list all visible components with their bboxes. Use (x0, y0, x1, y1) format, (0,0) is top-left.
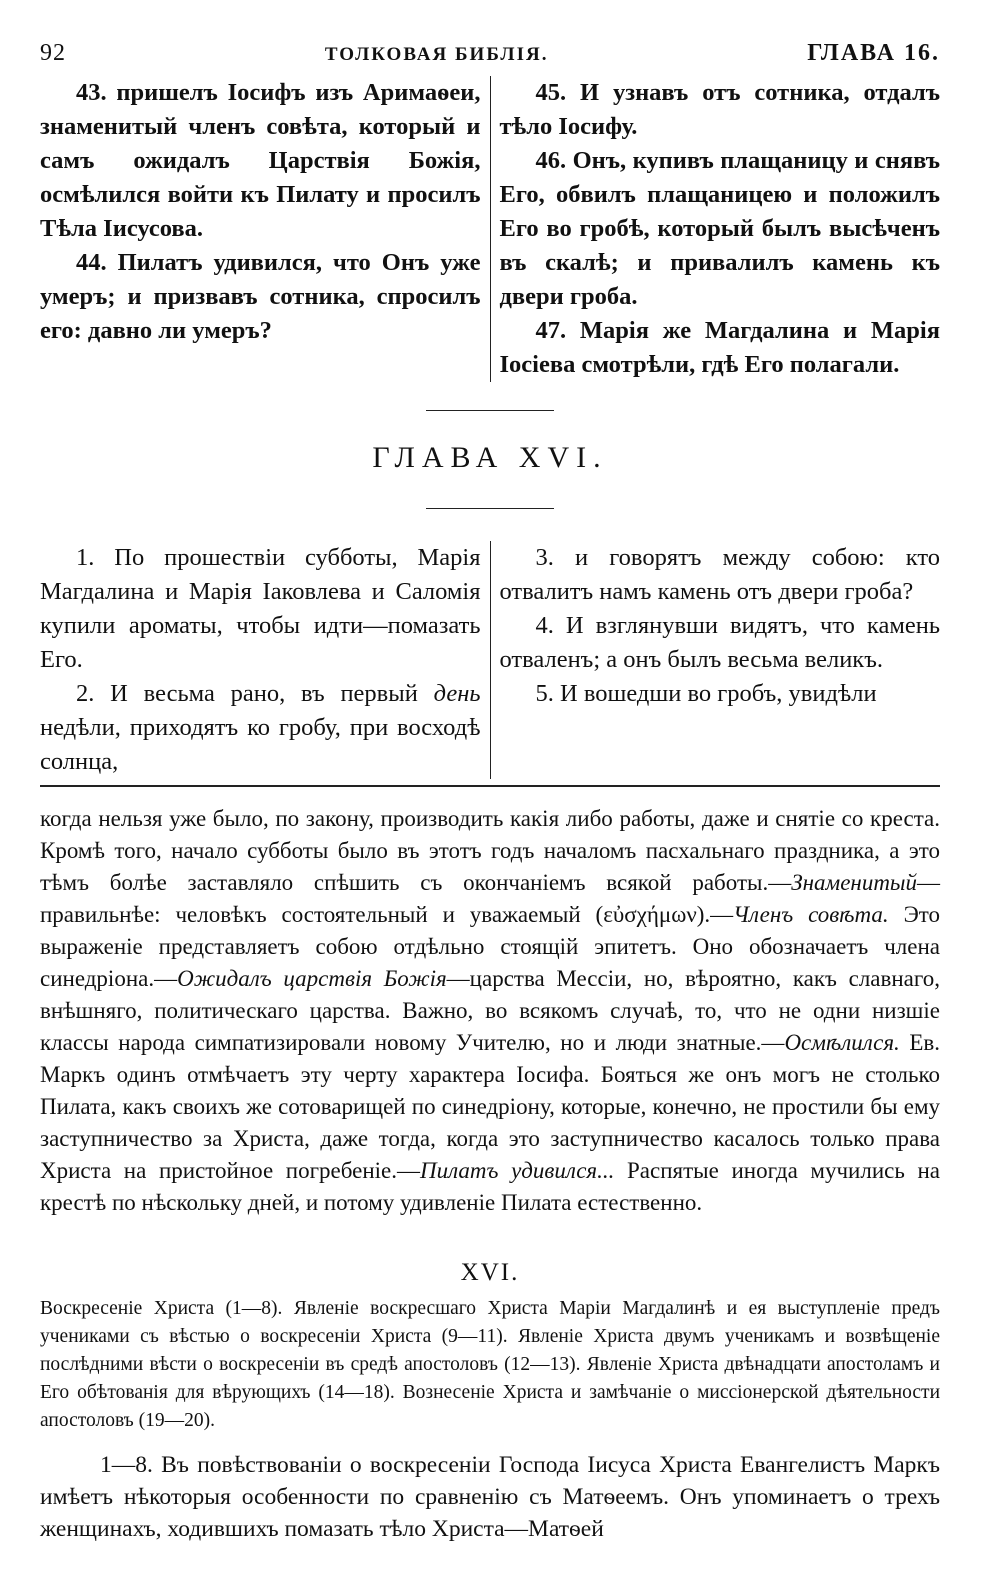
chapter-heading: ГЛАВА XVI. (372, 441, 608, 474)
verse-4: 4. И взглянувши видятъ, что камень отваленъ; а онъ былъ весьма великъ. (499, 612, 940, 673)
commentary-text: —правильнѣе: человѣкъ состоятельный и уважаемый (εὐσχήμων).— (40, 870, 940, 927)
text-commentary-separator (40, 785, 940, 787)
divider-rule (426, 410, 554, 411)
right-column (491, 541, 941, 779)
page (40, 40, 940, 1545)
chapter15-verses (40, 76, 940, 382)
section-number: XVI. (460, 1259, 520, 1286)
commentary (40, 803, 940, 1219)
verse-45: 45. И узнавъ отъ сотника, отдалъ тѣло Іосифу. (499, 79, 940, 140)
commentary-text: Ев. Маркъ одинъ отмѣчаетъ эту черту характера Іосифа. Бояться же онъ могъ не столько Пилата, какъ своихъ же сотоварищей по синедріону, которые, конечно, не простили бы ему заступничество за Христа, даже тогда, когда это заступничество касалось только права Христа на пристойное погребеніе.— (40, 1030, 940, 1183)
commentary-italic: Осмѣлился. (784, 1030, 900, 1055)
left-column (40, 541, 491, 779)
verse-47: 47. Марія же Магдалина и Марія Іосіева смотрѣли, гдѣ Его полагали. (499, 317, 940, 378)
verse-2 (40, 677, 481, 779)
running-chapter: ГЛАВА 16. (807, 40, 940, 66)
right-column (491, 76, 941, 382)
divider-rule (426, 508, 554, 509)
section-summary (40, 1295, 940, 1435)
commentary-text: —царства Мессіи, но, вѣроятно, какъ славнаго, внѣшняго, политическаго царства. Важно, во всякомъ случаѣ, то, что не одни низшіе классы народа симпатизировали новому Учителю, но и люди знатные.— (40, 966, 940, 1055)
verse-2-text: 2. И весьма рано, въ первый (76, 680, 434, 707)
commentary-text: когда нельзя уже было, по закону, производить какія либо работы, даже и снятіе со креста. Кромѣ того, начало субботы было въ этотъ годъ началомъ пасхальнаго праздника, а это тѣмъ болѣе заставляло спѣшить съ окончаніемъ всякой работы.— (40, 806, 940, 895)
verse-5: 5. И вошедши во гробъ, увидѣли (535, 680, 877, 707)
book-title: ТОЛКОВАЯ БИБЛІЯ. (324, 44, 549, 65)
commentary-text: Распятые иногда мучились на крестѣ по нѣскольку дней, и потому удивленіе Пилата естественно. (40, 1158, 940, 1215)
verse-43: 43. пришелъ Іосифъ изъ Аримаѳеи, знаменитый членъ совѣта, который и самъ ожидалъ Царствія Божія, осмѣлился войти къ Пилату и просилъ Тѣла Іисусова. (40, 79, 481, 242)
verse-1: 1. По прошествіи субботы, Марія Магдалина и Марія Іаковлева и Саломія купили ароматы, чтобы идти—помазать Его. (40, 544, 481, 673)
commentary-italic: Знаменитый (791, 870, 917, 895)
page-number: 92 (40, 40, 66, 66)
verse-3: 3. и говорятъ между собою: кто отвалитъ намъ камень отъ двери гроба? (499, 544, 940, 605)
commentary-paragraph (40, 803, 940, 1219)
commentary-text: Это выраженіе представляетъ собою отдѣльно стоящій эпитетъ. Оно обозначаетъ члена синедріона.— (40, 902, 940, 991)
summary-text: Воскресеніе Христа (1—8). Явленіе воскресшаго Христа Маріи Магдалинѣ и ея выступленіе предъ учениками съ вѣстью о воскресеніи Христа (9—11). Явленіе Христа двумъ ученикамъ и возвѣщеніе послѣдними вѣсти о воскресеніи въ средѣ апостоловъ (12—13). Явленіе Христа двѣнадцати апостоламъ и Его обѣтованія для вѣрующихъ (14—18). Вознесеніе Христа и замѣчаніе о миссіонерской дѣятельности апостоловъ (19—20). (40, 1298, 940, 1431)
left-column (40, 76, 491, 382)
verse-44: 44. Пилатъ удивился, что Онъ уже умеръ; и призвавъ сотника, спросилъ его: давно ли умеръ? (40, 249, 481, 344)
commentary-italic: Ожидалъ царствія Божія (177, 966, 447, 991)
commentary-italic: Пилатъ удивился... (420, 1158, 615, 1183)
running-head (40, 40, 940, 76)
commentary-italic: Членъ совѣта. (733, 902, 889, 927)
chapter16-verses (40, 541, 940, 779)
commentary-verse-1-8 (40, 1449, 940, 1545)
verse-2-text: недѣли, приходятъ ко гробу, при восходѣ солнца, (40, 714, 481, 775)
body-paragraph: 1—8. Въ повѣствованіи о воскресеніи Господа Іисуса Христа Евангелистъ Маркъ имѣетъ нѣкоторыя особенности по сравненію съ Матѳеемъ. Онъ упоминаетъ о трехъ женщинахъ, ходившихъ помазать тѣло Христа—Матѳей (40, 1452, 940, 1542)
verse-46: 46. Онъ, купивъ плащаницу и снявъ Его, обвилъ плащаницею и положилъ Его во гробѣ, который былъ высѣченъ въ скалѣ; и привалилъ камень къ двери гроба. (499, 147, 940, 310)
verse-2-italic: день (433, 680, 481, 707)
